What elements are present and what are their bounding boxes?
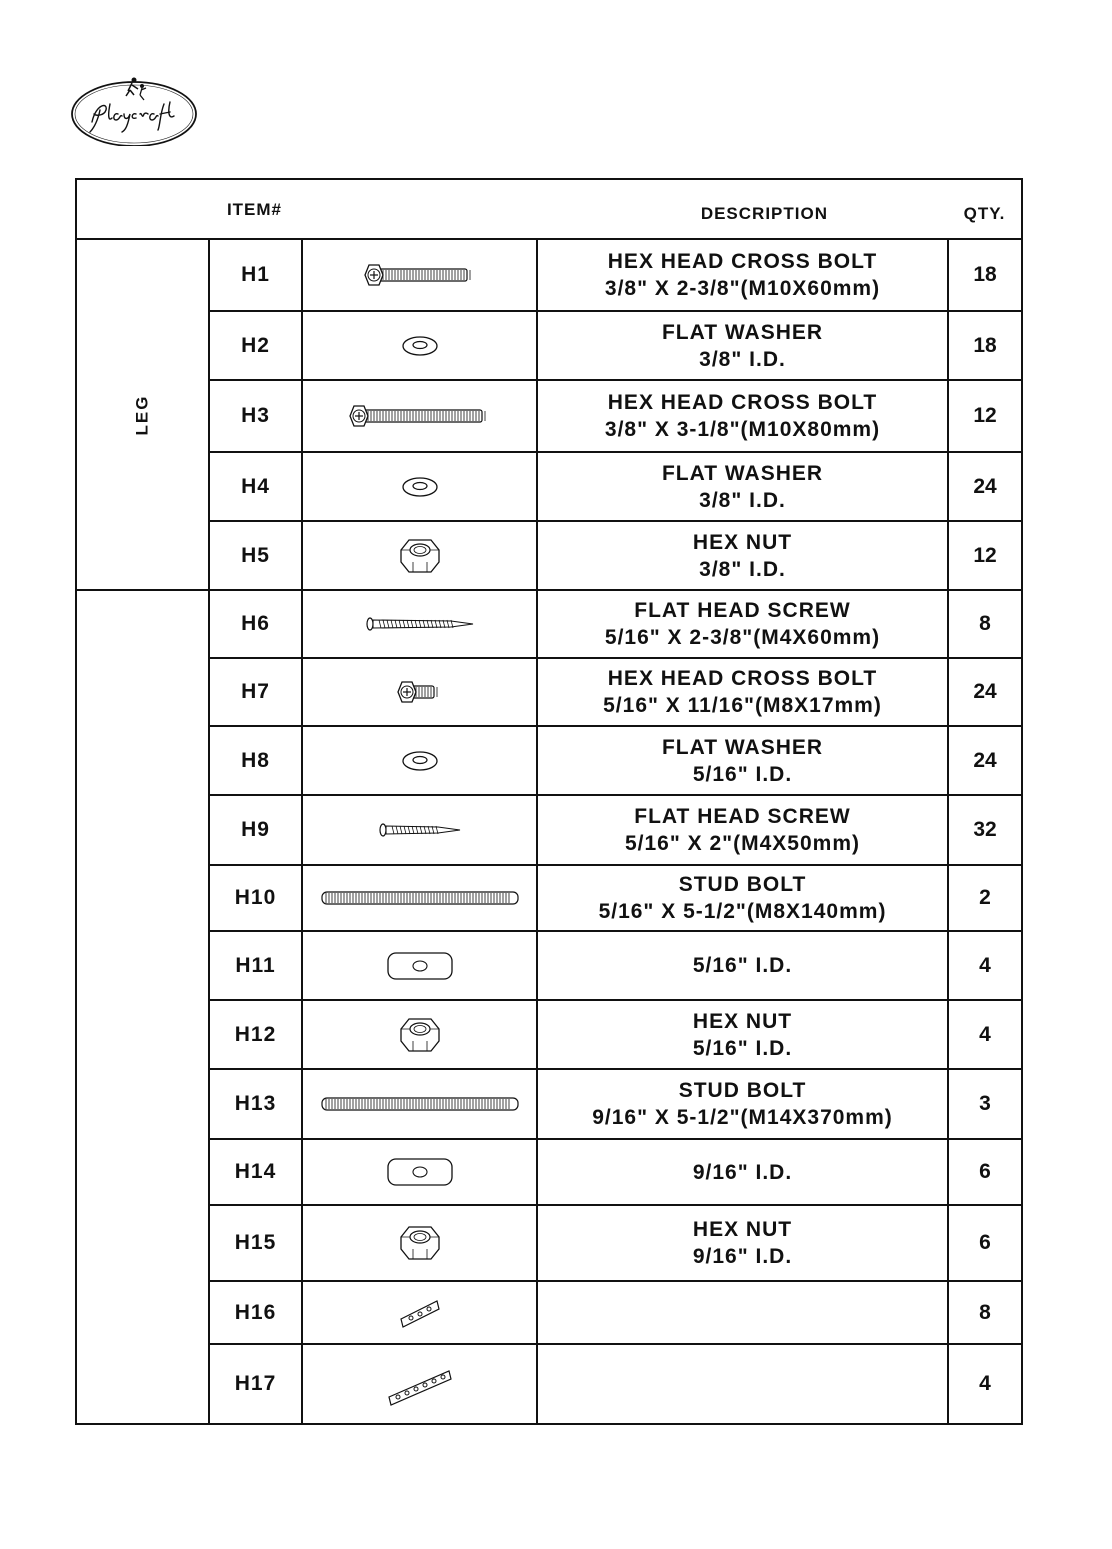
part-description (537, 1344, 948, 1424)
plate-washer-icon (303, 950, 536, 982)
part-size: 5/16" X 5-1/2"(M8X140mm) (598, 900, 887, 923)
part-quantity: 32 (948, 795, 1022, 865)
item-number: H2 (209, 311, 302, 380)
part-image-cell (302, 931, 537, 1000)
playcraft-logo (70, 74, 200, 146)
mending-strip-icon (303, 1359, 536, 1409)
part-quantity: 12 (948, 521, 1022, 590)
part-quantity: 2 (948, 865, 1022, 931)
item-number: H15 (209, 1205, 302, 1281)
part-name: HEX HEAD CROSS BOLT (607, 250, 878, 273)
group-cell-empty (76, 590, 209, 1424)
part-quantity: 4 (948, 1000, 1022, 1069)
cross-bolt-icon (303, 260, 536, 290)
part-size: 5/16" I.D. (692, 762, 793, 786)
part-image-cell (302, 658, 537, 726)
part-name: FLAT HEAD SCREW (634, 599, 851, 622)
part-image-cell (302, 1344, 537, 1424)
mending-plate-icon (303, 1293, 536, 1333)
part-size: 3/8" X 2-3/8"(M10X60mm) (604, 277, 881, 300)
qty-column-header: QTY. (963, 204, 1006, 223)
part-size: 5/16" I.D. (692, 954, 793, 977)
table-row (76, 521, 1022, 590)
item-number: H11 (209, 931, 302, 1000)
part-name: HEX NUT (692, 1218, 793, 1241)
part-image-cell (302, 1281, 537, 1344)
item-number: H12 (209, 1000, 302, 1069)
part-size: 5/16" X 11/16"(M8X17mm) (603, 694, 882, 717)
flat-washer-icon (303, 334, 536, 358)
part-description (537, 1281, 948, 1344)
part-size: 9/16" I.D. (692, 1245, 793, 1268)
table-row (76, 1344, 1022, 1424)
table-row (76, 452, 1022, 521)
hex-nut-icon (303, 1223, 536, 1263)
part-quantity: 18 (948, 239, 1022, 311)
item-number: H17 (209, 1344, 302, 1424)
part-quantity: 4 (948, 931, 1022, 1000)
stud-bolt-icon (303, 1095, 536, 1113)
part-size: 3/8" I.D. (699, 347, 786, 371)
group-label-leg: LEG (132, 394, 152, 435)
hardware-parts-table (75, 178, 1023, 1425)
part-image-cell (302, 380, 537, 452)
table-row (76, 1139, 1022, 1205)
item-number: H8 (209, 726, 302, 795)
part-image-cell (302, 590, 537, 658)
part-description (537, 452, 948, 521)
logo-graphic (70, 74, 200, 146)
table-row (76, 1000, 1022, 1069)
part-size: 5/16" X 2-3/8"(M4X60mm) (604, 626, 881, 649)
table-row (76, 239, 1022, 311)
part-quantity: 24 (948, 726, 1022, 795)
part-quantity: 18 (948, 311, 1022, 380)
part-image-cell (302, 452, 537, 521)
table-row (76, 1205, 1022, 1281)
part-size: 9/16" I.D. (692, 1160, 793, 1184)
table-row (76, 590, 1022, 658)
item-number: H10 (209, 865, 302, 931)
part-description (537, 590, 948, 658)
wood-screw-icon (303, 611, 536, 637)
table-row (76, 1281, 1022, 1344)
table-row (76, 865, 1022, 931)
part-description (537, 1205, 948, 1281)
part-description (537, 521, 948, 590)
part-description (537, 239, 948, 311)
part-name: HEX HEAD CROSS BOLT (607, 667, 878, 690)
part-image-cell (302, 1205, 537, 1281)
item-number: H14 (209, 1139, 302, 1205)
item-number: H5 (209, 521, 302, 590)
part-name: HEX NUT (692, 1009, 793, 1033)
part-description (537, 658, 948, 726)
part-image-cell (302, 1139, 537, 1205)
wood-screw-icon (303, 817, 536, 843)
plate-washer-icon (303, 1156, 536, 1188)
table-row (76, 726, 1022, 795)
part-image-cell (302, 865, 537, 931)
part-description (537, 795, 948, 865)
item-column-header: ITEM# (226, 200, 282, 219)
part-quantity: 8 (948, 1281, 1022, 1344)
group-cell-leg (76, 239, 209, 590)
part-name: HEX NUT (692, 530, 793, 554)
part-name: FLAT HEAD SCREW (634, 805, 851, 828)
table-row (76, 311, 1022, 380)
table-header-row (76, 179, 1022, 239)
part-name: FLAT WASHER (661, 461, 824, 485)
table-row (76, 1069, 1022, 1139)
part-size: 3/8" X 3-1/8"(M10X80mm) (604, 418, 881, 441)
part-quantity: 24 (948, 658, 1022, 726)
part-description (537, 865, 948, 931)
part-description (537, 1069, 948, 1139)
part-quantity: 12 (948, 380, 1022, 452)
part-quantity: 6 (948, 1139, 1022, 1205)
part-description (537, 931, 948, 1000)
part-image-cell (302, 795, 537, 865)
part-image-cell (302, 521, 537, 590)
stud-bolt-icon (303, 889, 536, 907)
part-description (537, 380, 948, 452)
part-description (537, 311, 948, 380)
part-image-cell (302, 1069, 537, 1139)
table-row (76, 931, 1022, 1000)
part-image-cell (302, 726, 537, 795)
cross-bolt-icon (303, 677, 536, 707)
part-quantity: 8 (948, 590, 1022, 658)
item-number: H6 (209, 590, 302, 658)
part-quantity: 4 (948, 1344, 1022, 1424)
table-row (76, 658, 1022, 726)
part-quantity: 6 (948, 1205, 1022, 1281)
hex-nut-icon (303, 536, 536, 576)
item-number: H9 (209, 795, 302, 865)
part-name: STUD BOLT (678, 873, 807, 896)
item-number: H16 (209, 1281, 302, 1344)
hex-nut-icon (303, 1015, 536, 1055)
part-description (537, 726, 948, 795)
part-quantity: 24 (948, 452, 1022, 521)
part-size: 3/8" I.D. (699, 488, 786, 512)
part-name: FLAT WASHER (661, 735, 824, 759)
table-row (76, 795, 1022, 865)
item-number: H4 (209, 452, 302, 521)
item-number: H3 (209, 380, 302, 452)
description-column-header: DESCRIPTION (700, 204, 828, 223)
item-number: H7 (209, 658, 302, 726)
item-number: H1 (209, 239, 302, 311)
part-name: STUD BOLT (678, 1079, 807, 1102)
part-size: 3/8" I.D. (699, 557, 786, 581)
flat-washer-icon (303, 749, 536, 773)
part-description (537, 1000, 948, 1069)
part-image-cell (302, 1000, 537, 1069)
part-name: FLAT WASHER (661, 320, 824, 344)
part-name: HEX HEAD CROSS BOLT (607, 391, 878, 414)
table-row (76, 380, 1022, 452)
part-size: 5/16" I.D. (692, 1036, 793, 1060)
cross-bolt-icon (303, 401, 536, 431)
part-image-cell (302, 311, 537, 380)
part-description (537, 1139, 948, 1205)
part-quantity: 3 (948, 1069, 1022, 1139)
part-size: 9/16" X 5-1/2"(M14X370mm) (592, 1106, 893, 1129)
item-number: H13 (209, 1069, 302, 1139)
part-image-cell (302, 239, 537, 311)
part-size: 5/16" X 2"(M4X50mm) (624, 832, 860, 855)
flat-washer-icon (303, 475, 536, 499)
